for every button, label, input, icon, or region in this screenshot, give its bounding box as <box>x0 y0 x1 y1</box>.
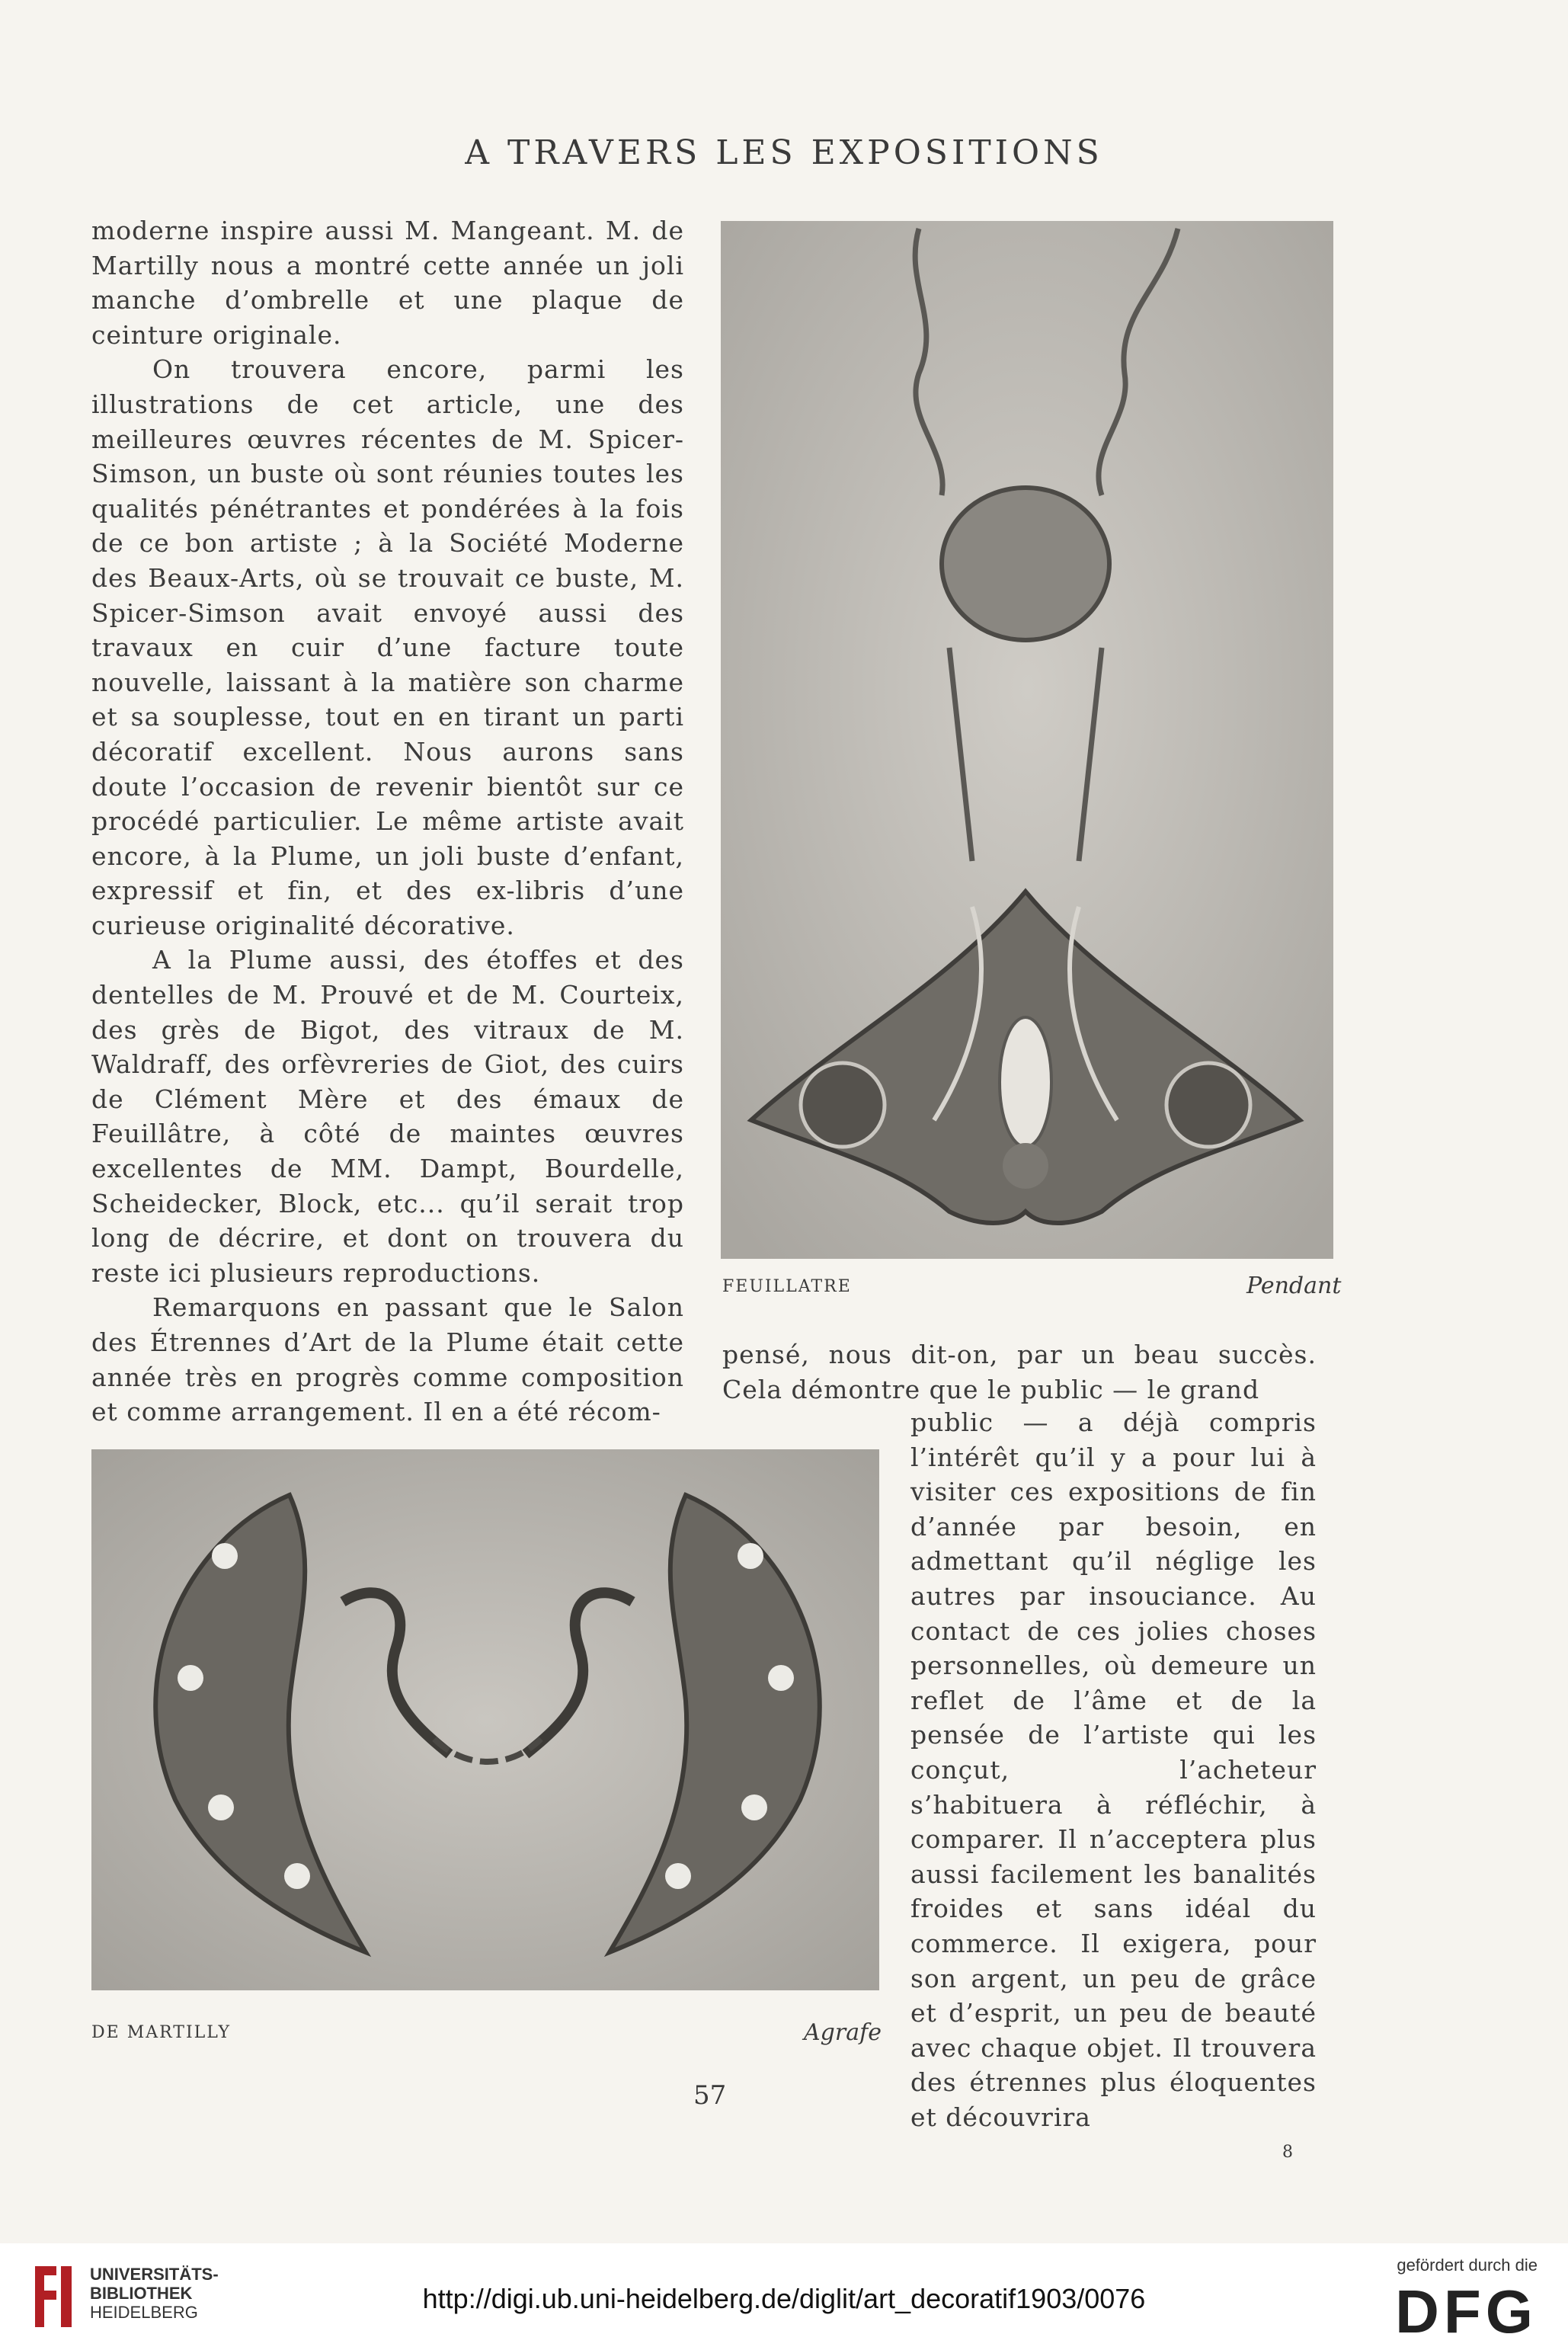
pendant-photo <box>721 221 1333 1259</box>
paragraph: A la Plume aussi, des étoffes et des dentelles de M. Prouvé et de M. Courteix, des grès de Bigot, des vitraux de M. Waldraff, des orfèvreries de Giot, des cuirs de Clément Mère et des émaux de Feuillâtre, à côté de maintes œuvres excellentes de MM. Dampt, Bourdelle, Scheidecker, Block, etc... qu’il serait trop long de décrire, et dont on trouvera du reste ici plusieurs reproductions. <box>91 945 684 1288</box>
pendant-artist-caption: FEUILLATRE <box>722 1277 852 1296</box>
agrafe-title-caption: Agrafe <box>804 2019 882 2046</box>
permalink-url[interactable]: http://digi.ub.uni-heidelberg.de/diglit/art_decoratif1903/0076 <box>422 2283 1146 2314</box>
paragraph: Remarquons en passant que le Salon des Étrennes d’Art de la Plume était cette année très en progrès comme composition et comme arrangement. Il en a été récom- <box>91 1292 684 1427</box>
funding-note: gefördert durch die <box>1397 2256 1538 2275</box>
left-text-column <box>91 213 684 1430</box>
library-name: UNIVERSITÄTS- BIBLIOTHEK HEIDELBERG <box>90 2265 219 2322</box>
signature-mark: 8 <box>1282 2143 1293 2162</box>
pendant-illustration <box>721 221 1333 1259</box>
pendant-title-caption: Pendant <box>1246 1273 1342 1299</box>
page-number: 57 <box>693 2080 727 2111</box>
agrafe-illustration <box>91 1449 879 1990</box>
right-text-narrow: public — a déjà compris l’intérêt qu’il y a pour lui à visiter ces expositions de fin d’année par besoin, en admettant qu’il néglige les autres par insouciance. Au contact de ces jolies choses personnelles, où demeure un reflet de l’âme et de la pensée de l’artiste qui les conçut, l’acheteur s’habituera à réfléchir, à comparer. Il n’acceptera plus aussi facilement les banalités froides et sans idéal du commerce. Il exigera, pour son argent, un peu de grâce et d’esprit, un peu de beauté avec chaque objet. Il trouvera des étrennes plus éloquentes et découvrira <box>910 1407 1317 2132</box>
dfg-logo: DFG <box>1395 2278 1538 2345</box>
paragraph: On trouvera encore, parmi les illustrations de cet article, une des meilleures œuvres récentes de M. Spicer-Simson, un buste où sont réunies toutes les qualités pénétrantes et pondérées à la fois de ce bon artiste ; à la Société Moderne des Beaux-Arts, où se trouvait ce buste, M. Spicer-Simson avait envoyé aussi des travaux en cuir d’une facture toute nouvelle, laissant à la matière son charme et sa souplesse, tout en en tirant un parti décoratif excellent. Nous aurons sans doute l’occasion de revenir bientôt sur ce procédé particulier. Le même artiste avait encore, à la Plume, un joli buste d’enfant, expressif et fin, et des ex-libris d’une curieuse originalité décorative. <box>91 354 684 940</box>
agrafe-artist-caption: DE MARTILLY <box>91 2023 231 2042</box>
digitization-footer <box>0 2243 1568 2350</box>
paragraph: moderne inspire aussi M. Mangeant. M. de Martilly nous a montré cette année un joli manche d’ombrelle et une plaque de ceinture originale. <box>91 216 684 350</box>
agrafe-photo <box>91 1449 879 1990</box>
right-text-full: pensé, nous dit-on, par un beau succès. Cela démontre que le public — le grand <box>722 1340 1317 1404</box>
running-header: A TRAVERS LES EXPOSITIONS <box>465 133 1103 172</box>
